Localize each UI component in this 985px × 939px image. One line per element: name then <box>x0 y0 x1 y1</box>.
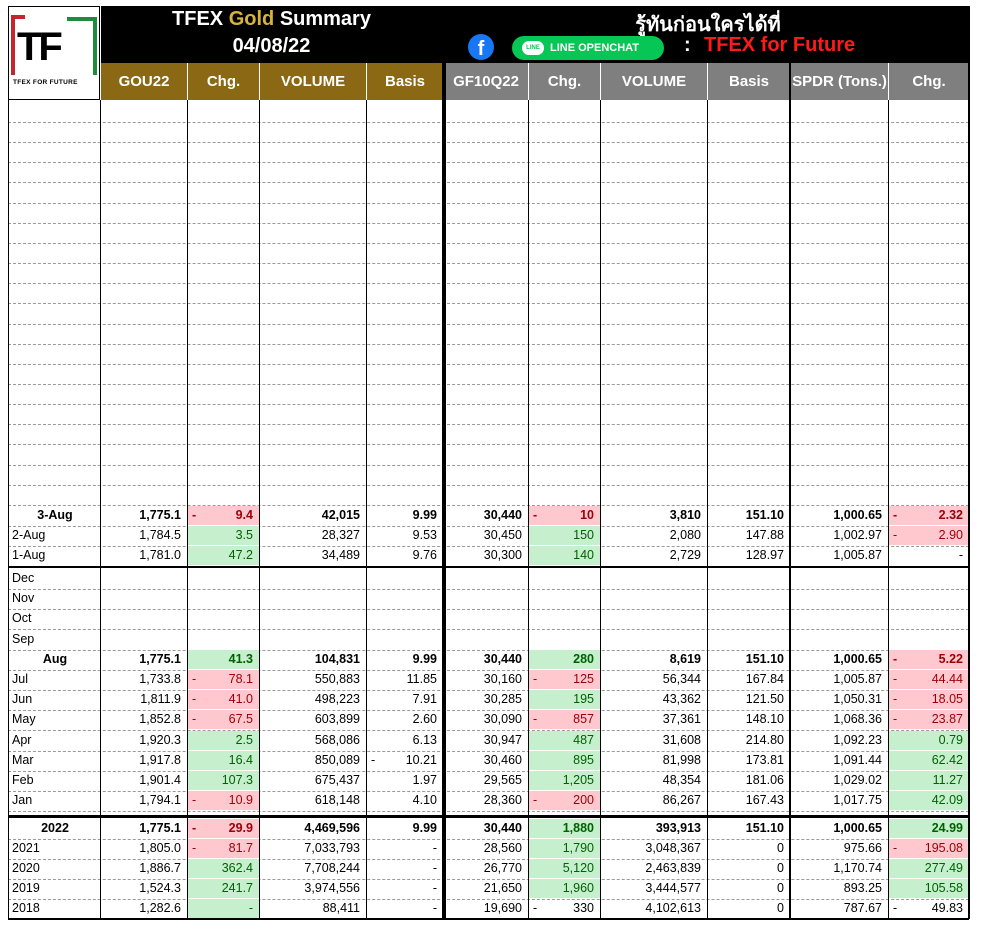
cell-chg: 3.5 <box>188 526 259 545</box>
cell-chg: 107.3 <box>188 771 259 790</box>
cell-gbasis: 0 <box>777 841 784 855</box>
cell-gvol: 2,080 <box>669 528 701 542</box>
cell-gbasis: 128.97 <box>745 548 784 562</box>
cell-gf: 21,650 <box>483 881 522 895</box>
table-row <box>0 839 985 859</box>
cell-gchg: - 10 <box>529 506 600 525</box>
cell-gf: 26,770 <box>483 861 522 875</box>
cell-gou: 1,920.3 <box>139 732 181 747</box>
cell-gbasis: 173.81 <box>745 752 784 767</box>
cell-basis: - <box>432 901 437 915</box>
row-label: 2022 <box>41 821 69 835</box>
channel-banner: รู้ทันก่อนใครได้ที่ f LINE LINE OPENCHAT : TFEX for Future <box>446 6 970 63</box>
cell-gou: 1,733.8 <box>139 672 181 686</box>
cell-schg: - 18.05 <box>889 690 969 709</box>
cell-spdr: 787.67 <box>843 901 882 915</box>
cell-gbasis: 147.88 <box>745 528 784 542</box>
report-date: 04/08/22 <box>232 35 311 57</box>
column-header-5: Chg. <box>529 63 600 100</box>
cell-gchg: - 125 <box>529 670 600 689</box>
cell-spdr: 1,005.87 <box>833 672 882 686</box>
tfex-for-future-logo: TF TFEX FOR FUTURE <box>8 6 100 100</box>
cell-spdr: 1,005.87 <box>833 548 882 562</box>
cell-spdr: 1,000.65 <box>833 508 882 522</box>
cell-schg: 0.79 <box>889 731 969 750</box>
cell-gvol: 43,362 <box>662 692 701 707</box>
row-label: 3-Aug <box>37 508 73 522</box>
table-row <box>0 506 985 526</box>
cell-schg: 42.09 <box>889 791 969 810</box>
cell-schg: - 49.83 <box>893 901 963 915</box>
cell-gvol: 31,608 <box>662 732 701 747</box>
row-label: 2021 <box>12 841 40 855</box>
cell-gbasis: 151.10 <box>745 651 784 666</box>
cell-gbasis: 181.06 <box>745 773 784 787</box>
facebook-icon[interactable]: f <box>468 34 494 60</box>
cell-gf: 30,450 <box>483 528 522 542</box>
row-label: 2020 <box>12 861 40 875</box>
column-header-7: Basis <box>708 63 790 100</box>
cell-schg: 24.99 <box>889 819 969 838</box>
cell-schg: - 2.32 <box>889 506 969 525</box>
row-label: 2-Aug <box>12 528 46 542</box>
cell-basis: 11.85 <box>406 672 437 686</box>
cell-gbasis: 151.10 <box>745 508 784 522</box>
cell-gchg: 5,120 <box>529 859 600 878</box>
column-header-0: GOU22 <box>101 63 187 100</box>
cell-gf: 28,560 <box>483 841 522 855</box>
cell-gou: 1,282.6 <box>139 901 181 915</box>
cell-gou: 1,811.9 <box>140 692 181 707</box>
cell-gvol: 3,048,367 <box>645 841 701 855</box>
cell-gvol: 3,810 <box>669 508 701 522</box>
cell-vol: 603,899 <box>314 712 360 727</box>
table-row <box>0 879 985 899</box>
cell-basis: 9.99 <box>412 508 437 522</box>
cell-spdr: 1,092.23 <box>833 732 882 747</box>
table-row <box>0 899 985 919</box>
cell-vol: 88,411 <box>322 901 360 915</box>
cell-vol: 498,223 <box>314 692 360 707</box>
cell-vol: 7,708,244 <box>304 861 360 875</box>
cell-schg: - <box>958 548 963 562</box>
row-label: Apr <box>12 732 32 747</box>
cell-chg: - 78.1 <box>188 670 259 689</box>
cell-schg: - 2.90 <box>889 526 969 545</box>
row-label: Jul <box>12 672 28 686</box>
cell-chg: 2.5 <box>188 731 259 750</box>
cell-basis: 9.99 <box>412 651 437 666</box>
cell-basis: - <box>432 841 437 855</box>
table-row <box>0 609 985 629</box>
cell-schg: - 44.44 <box>889 670 969 689</box>
cell-basis: - 10.21 <box>371 752 437 767</box>
cell-vol: 42,015 <box>321 508 360 522</box>
cell-gou: 1,775.1 <box>139 508 181 522</box>
cell-schg: - 23.87 <box>889 710 969 729</box>
cell-spdr: 975.66 <box>843 841 882 855</box>
cell-gchg: - 200 <box>529 791 600 810</box>
column-header-8: SPDR (Tons.) <box>791 63 888 100</box>
cell-vol: 550,883 <box>314 672 360 686</box>
cell-gf: 30,440 <box>483 508 522 522</box>
cell-gvol: 86,267 <box>662 793 701 808</box>
cell-gou: 1,784.5 <box>139 528 181 542</box>
cell-gf: 30,300 <box>483 548 522 562</box>
cell-chg: - 67.5 <box>188 710 259 729</box>
cell-vol: 3,974,556 <box>304 881 360 895</box>
table-row <box>0 589 985 609</box>
cell-vol: 675,437 <box>314 773 360 787</box>
cell-chg: - 9.4 <box>188 506 259 525</box>
cell-gchg: 1,960 <box>529 879 600 898</box>
cell-schg: 11.27 <box>889 771 969 790</box>
table-row <box>0 791 985 811</box>
column-header-6: VOLUME <box>601 63 707 100</box>
cell-gchg: 150 <box>529 526 600 545</box>
cell-gvol: 81,998 <box>662 752 701 767</box>
cell-gchg: 895 <box>529 751 600 770</box>
cell-gchg: 280 <box>529 650 600 669</box>
cell-gou: 1,901.4 <box>139 773 181 787</box>
table-row <box>0 859 985 879</box>
cell-gou: 1,805.0 <box>139 841 181 855</box>
row-label: Oct <box>12 611 32 626</box>
cell-basis: 6.13 <box>412 732 437 747</box>
cell-basis: - <box>432 861 437 875</box>
cell-chg: 41.3 <box>188 650 259 669</box>
cell-gbasis: 214.80 <box>745 732 784 747</box>
cell-gf: 19,690 <box>483 901 522 915</box>
cell-gvol: 8,619 <box>669 651 701 666</box>
cell-basis: 9.53 <box>412 528 437 542</box>
cell-spdr: 1,068.36 <box>833 712 882 727</box>
cell-basis: 7.91 <box>412 692 437 707</box>
slogan: รู้ทันก่อนใครได้ที่ <box>635 14 781 36</box>
cell-spdr: 1,002.97 <box>833 528 882 542</box>
cell-spdr: 1,000.65 <box>833 651 882 666</box>
row-label: Feb <box>12 773 34 787</box>
line-icon: LINE <box>522 41 544 55</box>
cell-gchg: - 330 <box>533 901 594 915</box>
table-row <box>0 771 985 791</box>
cell-gbasis: 148.10 <box>745 712 784 727</box>
row-label: 2019 <box>12 881 40 895</box>
cell-spdr: 1,091.44 <box>833 752 882 767</box>
cell-gvol: 4,102,613 <box>645 901 701 915</box>
cell-basis: 9.99 <box>412 821 437 835</box>
cell-gf: 30,440 <box>483 651 522 666</box>
cell-vol: 28,327 <box>321 528 360 542</box>
cell-gchg: 195 <box>529 690 600 709</box>
cell-basis: 4.10 <box>412 793 437 808</box>
column-header-1: Chg. <box>188 63 259 100</box>
page-title: TFEX Gold Summary 04/08/22 <box>101 6 442 63</box>
cell-gvol: 393,913 <box>655 821 701 835</box>
cell-gou: 1,775.1 <box>139 821 181 835</box>
cell-chg: - 29.9 <box>188 819 259 838</box>
cell-gf: 30,285 <box>483 692 522 707</box>
cell-chg: 47.2 <box>188 546 259 565</box>
cell-gchg: 1,790 <box>529 839 600 858</box>
cell-gf: 30,947 <box>483 732 522 747</box>
cell-schg: - 195.08 <box>889 839 969 858</box>
cell-basis: 1.97 <box>412 773 437 787</box>
cell-gbasis: 151.10 <box>745 821 784 835</box>
cell-schg: 105.58 <box>889 879 969 898</box>
cell-schg: 62.42 <box>889 751 969 770</box>
row-label: Mar <box>12 752 34 767</box>
cell-chg: - 81.7 <box>188 839 259 858</box>
cell-schg: - 5.22 <box>889 650 969 669</box>
row-label: Nov <box>12 591 35 606</box>
cell-vol: 104,831 <box>314 651 360 666</box>
table-row <box>0 710 985 730</box>
cell-gchg: 1,880 <box>529 819 600 838</box>
cell-gf: 30,160 <box>483 672 522 686</box>
table-row <box>0 526 985 546</box>
cell-gchg: - 857 <box>529 710 600 729</box>
cell-gbasis: 0 <box>777 861 784 875</box>
table-row <box>0 819 985 839</box>
cell-chg: - 41.0 <box>188 690 259 709</box>
cell-gf: 30,460 <box>483 752 522 767</box>
cell-gchg: 1,205 <box>529 771 600 790</box>
row-label: Jan <box>12 793 33 808</box>
cell-gvol: 37,361 <box>662 712 701 727</box>
cell-gvol: 56,344 <box>662 672 701 686</box>
row-label: Jun <box>12 692 33 707</box>
cell-spdr: 1,050.31 <box>833 692 882 707</box>
cell-gbasis: 167.84 <box>745 672 784 686</box>
table-row <box>0 650 985 670</box>
row-label: 2018 <box>12 901 40 915</box>
cell-gou: 1,775.1 <box>139 651 181 666</box>
cell-gvol: 3,444,577 <box>645 881 701 895</box>
cell-chg: - 10.9 <box>188 791 259 810</box>
cell-chg: - <box>188 899 259 918</box>
cell-vol: 34,489 <box>321 548 360 562</box>
column-header-3: Basis <box>367 63 443 100</box>
cell-gbasis: 121.50 <box>745 692 784 707</box>
cell-gou: 1,917.8 <box>139 752 181 767</box>
table-row <box>0 569 985 589</box>
channel-name: TFEX for Future <box>704 34 856 56</box>
table-row <box>0 731 985 751</box>
cell-schg: 277.49 <box>889 859 969 878</box>
row-label: Aug <box>42 651 68 666</box>
cell-vol: 568,086 <box>314 732 360 747</box>
row-label: May <box>12 712 36 727</box>
column-header-2: VOLUME <box>260 63 366 100</box>
cell-chg: 362.4 <box>188 859 259 878</box>
line-openchat-button[interactable]: LINE LINE OPENCHAT <box>512 36 664 60</box>
table-row <box>0 751 985 771</box>
cell-vol: 4,469,596 <box>304 821 360 835</box>
table-row <box>0 690 985 710</box>
cell-spdr: 1,017.75 <box>833 793 882 808</box>
row-label: Sep <box>12 631 35 646</box>
cell-gbasis: 167.43 <box>745 793 784 808</box>
row-label: Dec <box>12 571 35 585</box>
cell-gou: 1,794.1 <box>139 793 181 808</box>
cell-basis: 2.60 <box>412 712 437 727</box>
column-header-9: Chg. <box>889 63 969 100</box>
cell-gbasis: 0 <box>777 901 784 915</box>
cell-gou: 1,886.7 <box>139 861 181 875</box>
cell-gchg: 487 <box>529 731 600 750</box>
cell-basis: - <box>432 881 437 895</box>
cell-gou: 1,781.0 <box>139 548 181 562</box>
cell-gvol: 48,354 <box>662 773 701 787</box>
table-row <box>0 546 985 566</box>
cell-gf: 30,440 <box>483 821 522 835</box>
cell-gou: 1,852.8 <box>139 712 181 727</box>
table-row <box>0 630 985 650</box>
cell-vol: 618,148 <box>314 793 360 808</box>
cell-chg: 241.7 <box>188 879 259 898</box>
cell-spdr: 1,170.74 <box>833 861 882 875</box>
cell-gchg: 140 <box>529 546 600 565</box>
table-row <box>0 670 985 690</box>
cell-spdr: 1,000.65 <box>833 821 882 835</box>
cell-spdr: 1,029.02 <box>833 773 882 787</box>
cell-gf: 30,090 <box>483 712 522 727</box>
cell-basis: 9.76 <box>412 548 437 562</box>
cell-gvol: 2,463,839 <box>645 861 701 875</box>
cell-gf: 29,565 <box>483 773 522 787</box>
cell-spdr: 893.25 <box>843 881 882 895</box>
cell-gvol: 2,729 <box>669 548 701 562</box>
cell-vol: 850,089 <box>314 752 360 767</box>
cell-gou: 1,524.3 <box>139 881 181 895</box>
row-label: 1-Aug <box>12 548 46 562</box>
cell-gbasis: 0 <box>777 881 784 895</box>
cell-chg: 16.4 <box>188 751 259 770</box>
cell-gf: 28,360 <box>483 793 522 808</box>
column-header-4: GF10Q22 <box>444 63 528 100</box>
cell-vol: 7,033,793 <box>304 841 360 855</box>
